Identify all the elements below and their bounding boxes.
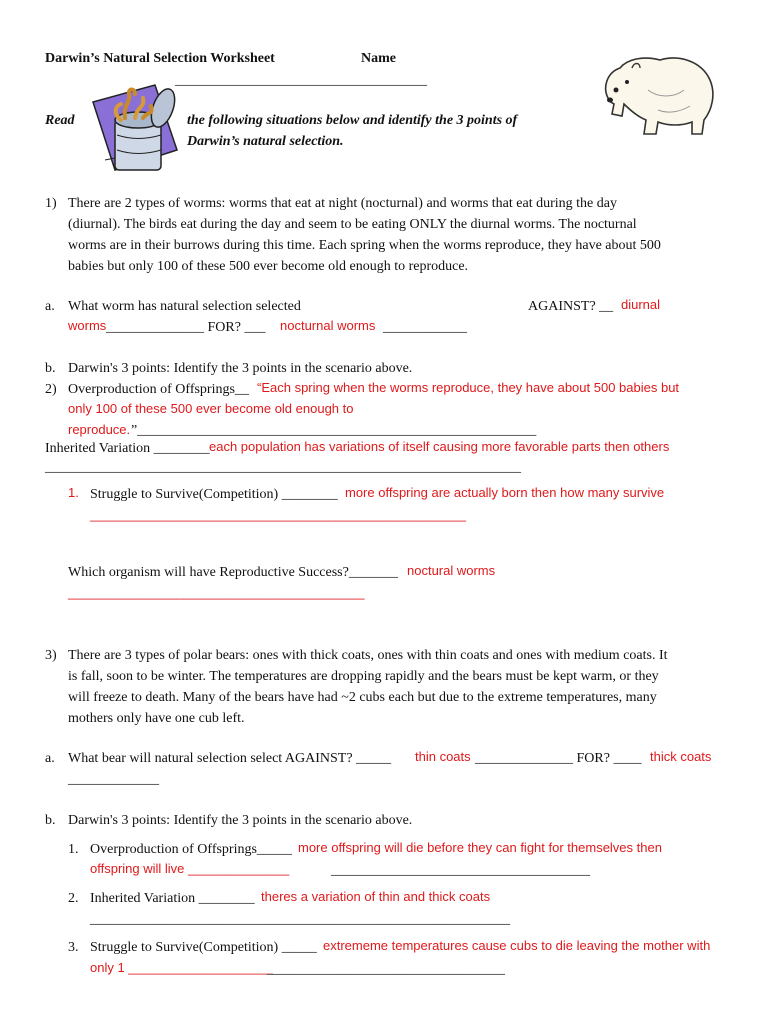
q3-struggle-number: 3. [68, 940, 79, 955]
q1-number: 1) [45, 196, 57, 211]
q3-overproduction-blank: _____________________________________ [331, 863, 590, 878]
q3b-label: b. [45, 813, 56, 828]
q1-line-4: babies but only 100 of these 500 ever become old enough to reproduce. [68, 259, 469, 274]
q3-line-1: There are 3 types of polar bears: ones with thick coats, ones with thin coats and ones with medium coats. It [68, 648, 668, 663]
q1a-against-answer: diurnal [621, 297, 661, 312]
q1-reproductive-label: Which organism will have Reproductive Success?_______ [68, 565, 398, 580]
q3a-blank: _____________ [68, 772, 159, 787]
q1-line-1: There are 2 types of worms: worms that eat at night (nocturnal) and worms that eat during the day [68, 196, 617, 211]
q3a-for-answer: thick coats [650, 749, 712, 764]
q1-overproduction-answer-1: “Each spring when the worms reproduce, they have about 500 babies but [257, 380, 680, 395]
q1a-for-label: ______________ FOR? ___ [106, 320, 266, 335]
read-word: Read [45, 113, 75, 128]
q1-variation-label: Inherited Variation ________ [45, 441, 210, 456]
q1-overproduction-answer-2: only 100 of these 500 ever become old enough to [68, 401, 354, 416]
q1-overproduction-blank: ”_________________________________________________________ [131, 423, 537, 438]
instruction-line-2: Darwin’s natural selection. [187, 134, 344, 149]
q1b-text: Darwin's 3 points: Identify the 3 points in the scenario above. [68, 361, 413, 376]
q3a-label: a. [45, 751, 55, 766]
q3-overproduction-label: Overproduction of Offsprings_____ [90, 842, 292, 857]
q1-variation-answer: each population has variations of itself causing more favorable parts then others [209, 439, 670, 454]
name-field[interactable]: ____________________________________ [175, 73, 427, 88]
q3-overproduction-answer-1: more offspring will die before they can fight for themselves then [298, 840, 662, 855]
q1-struggle-number: 1. [68, 485, 79, 500]
q3-struggle-blank: __________________________________ [267, 962, 505, 977]
q1a-against-label: AGAINST? __ [528, 299, 614, 314]
q3-number: 3) [45, 648, 57, 663]
q1-line-2: (diurnal). The birds eat during the day and seem to be eating ONLY the diurnal worms. The nocturnal [68, 217, 637, 232]
q3-variation-label: Inherited Variation ________ [90, 891, 255, 906]
q1a-question: What worm has natural selection selected [68, 299, 301, 314]
q3-variation-number: 2. [68, 891, 79, 906]
q1-reproductive-answer: noctural worms [407, 563, 496, 578]
q3-struggle-label: Struggle to Survive(Competition) _____ [90, 940, 317, 955]
q3-line-2: is fall, soon to be winter. The temperatures are dropping rapidly and the bears must be kept warm, or they [68, 669, 659, 684]
q3-line-3: will freeze to death. Many of the bears have had ~2 cubs each but due to the extreme temperatures, many [68, 690, 657, 705]
q3-struggle-answer-2: only 1 ____________________ [90, 960, 273, 975]
q1-overproduction-label: Overproduction of Offsprings__ [68, 382, 249, 397]
polar-bear-icon [598, 50, 718, 138]
q1a-against-answer-cont: worms [68, 318, 107, 333]
q1b-label: b. [45, 361, 56, 376]
q3-overproduction-number: 1. [68, 842, 79, 857]
q3a-question: What bear will natural selection select AGAINST? _____ [68, 751, 392, 766]
q1-variation-blank: ____________________________________________________________________ [45, 460, 521, 475]
q1a-for-blank: ____________ [383, 320, 467, 335]
q1-point-number: 2) [45, 382, 57, 397]
q3b-text: Darwin's 3 points: Identify the 3 points in the scenario above. [68, 813, 413, 828]
name-label: Name [361, 51, 396, 66]
q3-variation-answer: theres a variation of thin and thick coats [261, 889, 491, 904]
q3a-against-answer: thin coats [415, 749, 471, 764]
q3-struggle-answer-1: extrememe temperatures cause cubs to die leaving the mother with [323, 938, 711, 953]
q3-variation-blank: ____________________________________________________________ [90, 912, 510, 927]
q3a-for-label: ______________ FOR? ____ [475, 751, 642, 766]
q1-struggle-label: Struggle to Survive(Competition) ________ [90, 487, 338, 502]
instruction-line-1: the following situations below and identify the 3 points of [187, 113, 518, 128]
q1a-for-answer: nocturnal worms [280, 318, 376, 333]
q1-struggle-blank: ____________________________________________________ [90, 507, 466, 522]
q3-overproduction-answer-2: offspring will live ______________ [90, 861, 290, 876]
worksheet-title: Darwin’s Natural Selection Worksheet [45, 51, 275, 66]
q1a-label: a. [45, 299, 55, 314]
q3-line-4: mothers only have one cub left. [68, 711, 245, 726]
q1-overproduction-answer-3: reproduce. [68, 422, 131, 437]
q1-line-3: worms are in their burrows during this time. Each spring when the worms reproduce, they have about 500 [68, 238, 661, 253]
q1-reproductive-blank: _________________________________________ [68, 585, 365, 600]
can-of-worms-icon [85, 80, 185, 175]
q1-struggle-answer: more offspring are actually born then how many survive [345, 485, 665, 500]
